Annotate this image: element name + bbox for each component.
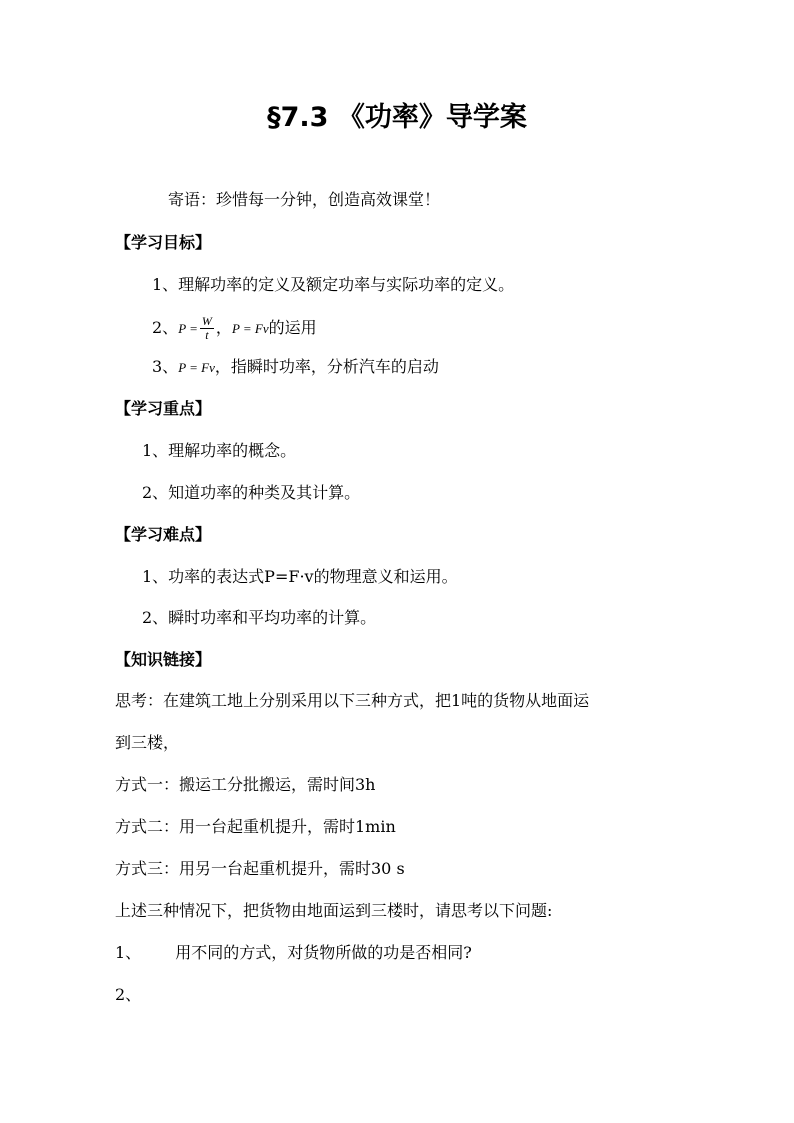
power-formula-p: P = [178,321,198,336]
objective-item-2-number: 2、 [152,318,179,337]
key-point-item-2: 2、知道功率的种类及其计算。 [142,483,361,502]
motto: 寄语：珍惜每一分钟，创造高效课堂！ [168,190,441,209]
power-formula-fv: P = Fv [231,321,269,336]
objective-item-3-number: 3、 [152,357,179,376]
difficulty-item-1: 1、功率的表达式P=F·v的物理意义和运用。 [142,567,458,586]
objectives-heading: 【学习目标】 [115,233,212,252]
question-1 [115,941,472,965]
think-question-line-2: 到三楼， [115,733,180,752]
method-3: 方式三：用另一台起重机提升，需时30 s [115,859,405,878]
objective-item-2-text: 的运用 [268,318,317,337]
key-points-heading: 【学习重点】 [115,399,212,418]
question-1-text: 用不同的方式，对货物所做的功是否相同? [175,943,472,962]
instant-power-formula: P = Fv [178,360,215,375]
question-2-number: 2、 [115,985,142,1004]
objective-item-1: 1、理解功率的定义及额定功率与实际功率的定义。 [152,275,515,294]
page-title: §7.3 《功率》导学案 [267,102,527,133]
think-question-line-1: 思考：在建筑工地上分别采用以下三种方式，把1吨的货物从地面运 [115,691,590,710]
knowledge-link-heading: 【知识链接】 [115,650,212,669]
key-point-item-1: 1、理解功率的概念。 [142,441,297,460]
work-over-time-fraction [200,315,214,342]
objective-item-3 [152,355,439,380]
objective-item-2 [152,313,317,344]
question-intro: 上述三种情况下，把货物由地面运到三楼时，请思考以下问题: [115,901,553,920]
method-1: 方式一：搬运工分批搬运，需时间3h [115,775,376,794]
difficulty-item-2: 2、瞬时功率和平均功率的计算。 [142,608,377,627]
method-2: 方式二：用一台起重机提升，需时1min [115,817,396,836]
fraction-numerator: W [201,314,212,328]
difficulties-heading: 【学习难点】 [115,525,212,544]
objective-item-3-text: ，指瞬时功率，分析汽车的启动 [214,357,439,376]
question-1-number: 1、 [115,943,142,962]
formula-separator: ， [215,318,232,337]
fraction-denominator: t [205,328,209,342]
